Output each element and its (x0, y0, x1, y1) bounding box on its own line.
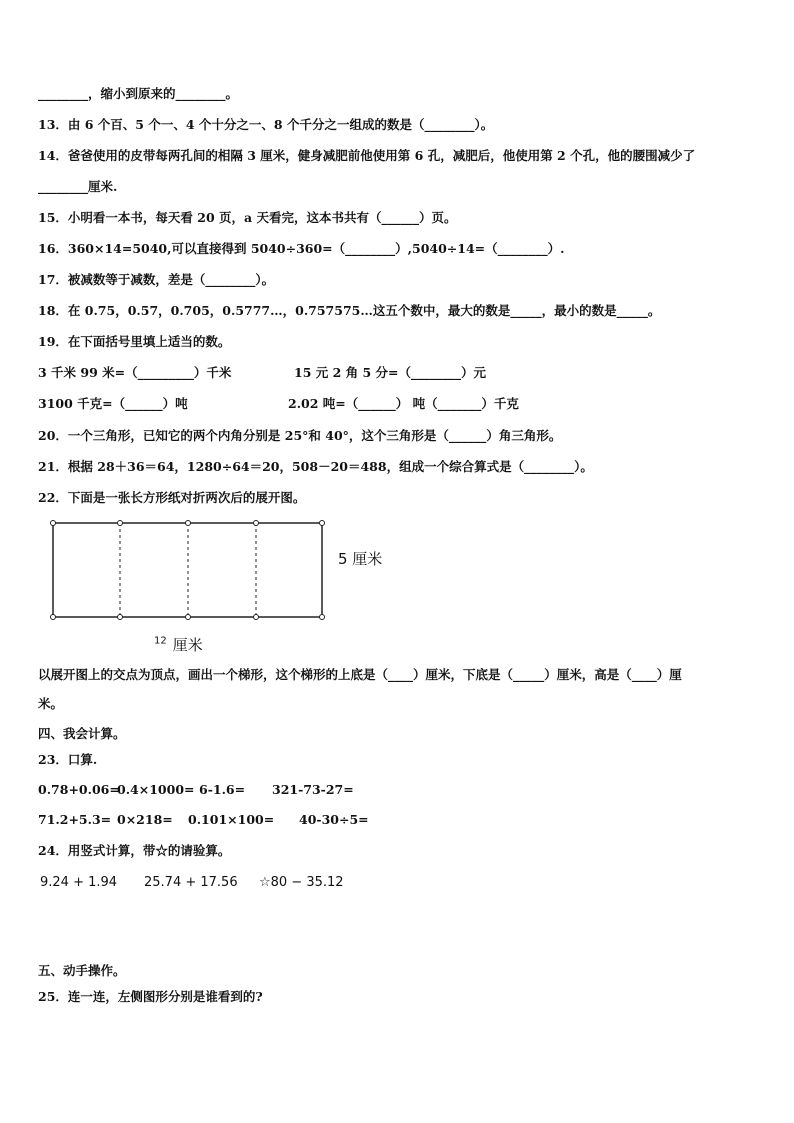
text: 22．下面是一张长方形纸对折两次后的展开图。 (38, 490, 306, 505)
text: ________，缩小到原来的________。 (38, 86, 239, 101)
length-unit: 厘米 (172, 636, 203, 654)
question-24 (38, 843, 230, 859)
text: 15 元 2 角 5 分=（________）元 (294, 365, 487, 380)
text: 19．在下面括号里填上适当的数。 (38, 334, 231, 349)
text: 24．用竖式计算，带☆的请验算。 (38, 843, 231, 858)
text: 18．在 0.75，0.57，0.705，0.5777…，0.757575…这五个数中，最大的数是_____，最小的数是_____。 (38, 303, 661, 318)
question-18 (38, 303, 660, 319)
text: 20．一个三角形，已知它的两个内角分别是 25°和 40°，这个三角形是（______）角三角形。 (38, 428, 562, 443)
calc-item: 0.78+0.06= (38, 782, 120, 797)
text: ________厘米. (38, 179, 118, 194)
question-14 (38, 148, 695, 164)
text: 米。 (38, 696, 64, 711)
question-15 (38, 210, 456, 226)
question-14-cont (38, 179, 117, 195)
vertical-calc-2: 25.74 + 17.56 (144, 875, 238, 890)
calc-8 (299, 812, 369, 828)
text: 五、动手操作。 (38, 963, 126, 978)
text: 3100 千克=（______）吨 (38, 396, 188, 411)
question-13 (38, 117, 493, 133)
question-17 (38, 272, 274, 288)
calc-item: 0.101×100= (188, 812, 275, 827)
line-top (38, 86, 238, 102)
text: 2.02 吨=（______） 吨（_______）千克 (288, 396, 519, 411)
calc-item: 40-30÷5= (299, 812, 369, 827)
question-21 (38, 459, 593, 475)
text: 23．口算. (38, 752, 98, 767)
question-19-row2a (38, 396, 188, 412)
question-22 (38, 490, 305, 506)
calc-item: 6-1.6= (199, 782, 246, 797)
question-16 (38, 241, 565, 257)
text: 以展开图上的交点为顶点，画出一个梯形，这个梯形的上底是（____）厘米，下底是（_____）厘米，高是（____）厘 (38, 667, 682, 682)
text: 14．爸爸使用的皮带每两孔间的相隔 3 厘米，健身减肥前他使用第 6 孔，减肥后，他使用第 2 个孔，他的腰围减少了 (38, 148, 696, 163)
calc-item: 0.4×1000= (117, 782, 195, 797)
text: 3 千米 99 米=（_________）千米 (38, 365, 232, 380)
calc-3 (199, 782, 245, 798)
question-19 (38, 334, 230, 350)
calc-item: 71.2+5.3= (38, 812, 112, 827)
length-number: 12 (154, 635, 167, 647)
vertical-calc-1: 9.24 + 1.94 (40, 875, 118, 890)
calc-5 (38, 812, 111, 828)
question-22-trapezoid (38, 667, 682, 683)
vertical-calc-3: ☆80 − 35.12 (259, 875, 344, 890)
question-25 (38, 989, 263, 1005)
question-20 (38, 428, 561, 444)
calc-1 (38, 782, 120, 798)
section-4-title (38, 726, 126, 742)
text: 17．被减数等于减数，差是（________）。 (38, 272, 275, 287)
text: 16．360×14=5040,可以直接得到 5040÷360=（________）,5040÷14=（________）. (38, 241, 565, 256)
question-19-row1a (38, 365, 231, 381)
question-22-cont (38, 696, 63, 712)
length-label (154, 634, 203, 655)
calc-item: 0×218= (117, 812, 173, 827)
calc-item: 321-73-27= (272, 782, 354, 797)
text: 25．连一连，左侧图形分别是谁看到的? (38, 989, 263, 1004)
height-label: 5 厘米 (338, 550, 383, 568)
calc-2 (117, 782, 194, 798)
calc-7 (188, 812, 274, 828)
text: 15．小明看一本书，每天看 20 页，a 天看完，这本书共有（______）页。 (38, 210, 457, 225)
calc-4 (272, 782, 354, 798)
text: 13．由 6 个百、5 个一、4 个十分之一、8 个千分之一组成的数是（________）。 (38, 117, 494, 132)
question-19-row2b (288, 396, 519, 412)
unfolded-rectangle-diagram (44, 514, 334, 629)
text: 四、我会计算。 (38, 726, 126, 741)
section-5-title (38, 963, 126, 979)
question-19-row1b (294, 365, 486, 381)
question-23 (38, 752, 97, 768)
text: 21．根据 28＋36＝64，1280÷64＝20，508－20＝488，组成一个综合算式是（________）。 (38, 459, 593, 474)
calc-6 (117, 812, 173, 828)
